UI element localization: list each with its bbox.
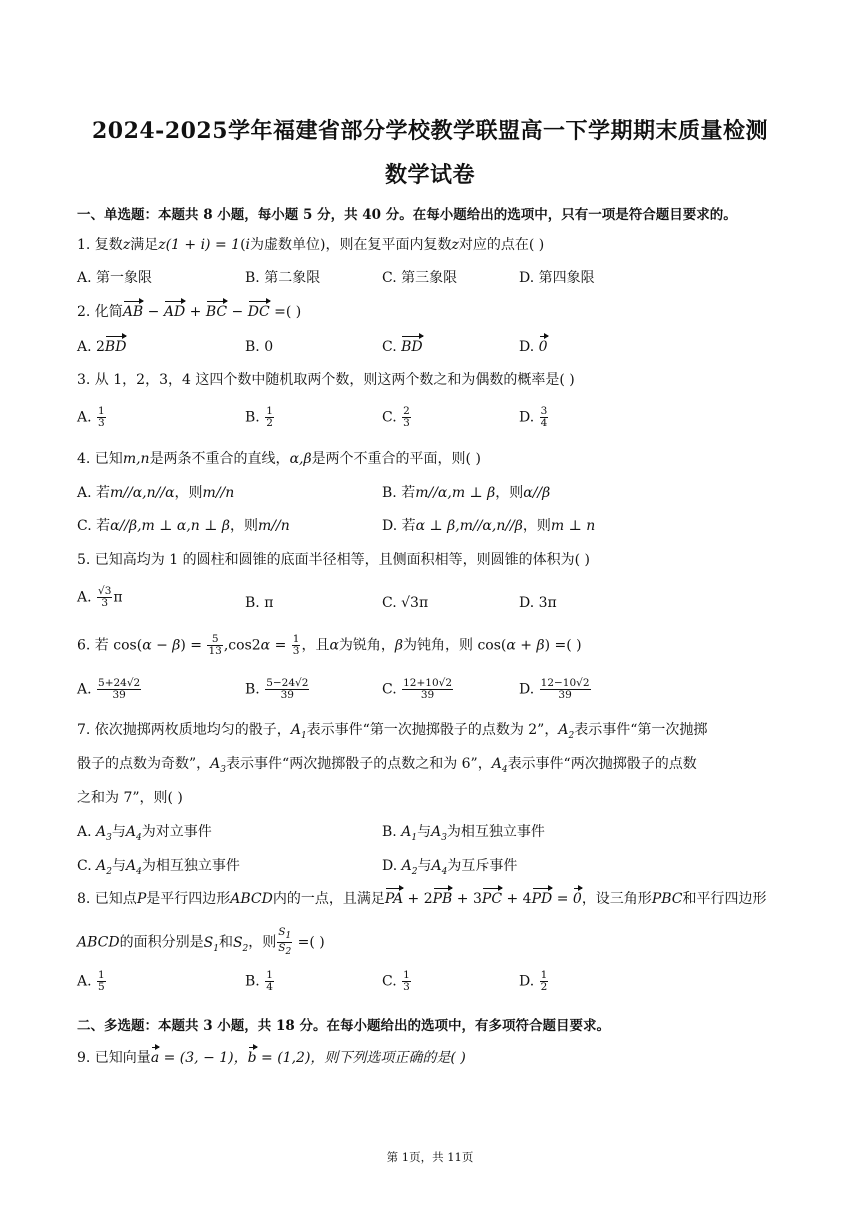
question-3: 3. 从 1，2，3，4 这四个数中随机取两个数，则这两个数之和为偶数的概率是( ) <box>77 372 575 388</box>
section-single-choice: 一、单选题：本题共 8 小题，每小题 5 分，共 40 分。在每小题给出的选项中，只有一项是符合题目要求的。 <box>77 207 737 223</box>
question-5: 5. 已知高均为 1 的圆柱和圆锥的底面半径相等，且侧面积相等，则圆锥的体积为( ) <box>77 552 590 568</box>
q3-option-a: A. $\frac{1}{3}$ <box>77 405 105 429</box>
question-8-line-2: ABCD的面积分别是$S_1$和$S_2$，则 $\frac{S_1}{S_2}$ =( ) <box>77 926 325 958</box>
page-footer: 第 1页，共 11页 <box>386 1150 474 1164</box>
q6-option-b: B. $\frac{5-24√2}{39}$ <box>245 677 309 701</box>
q5-option-b: B. π <box>245 595 274 611</box>
q4-option-d: D. 若α ⊥ β,m//α,n//β，则m ⊥ n <box>382 518 596 534</box>
section-multiple-choice: 二、多选题：本题共 3 小题，共 18 分。在每小题给出的选项中，有多项符合题目要求。 <box>77 1018 610 1034</box>
q1-option-d: D. 第四象限 <box>519 270 595 286</box>
q7-option-b: B. $A_1$与$A_3$为相互独立事件 <box>382 824 545 843</box>
q2-option-c: C. BD <box>382 339 423 355</box>
q7-option-a: A. $A_3$与$A_4$为对立事件 <box>77 824 212 843</box>
q8-option-d: D. $\frac{1}{2}$ <box>519 969 548 993</box>
q7-option-c: C. $A_2$与$A_4$为相互独立事件 <box>77 858 240 877</box>
q6-option-c: C. $\frac{12+10√2}{39}$ <box>382 677 453 701</box>
q3-option-c: C. $\frac{2}{3}$ <box>382 405 410 429</box>
q1-option-b: B. 第二象限 <box>245 270 321 286</box>
q1-option-a: A. 第一象限 <box>77 270 153 286</box>
q5-option-d: D. 3π <box>519 595 557 611</box>
q3-option-b: B. $\frac{1}{2}$ <box>245 405 273 429</box>
q5-option-c: C. √3π <box>382 595 429 611</box>
q4-option-a: A. 若m//α,n//α，则m//n <box>77 485 235 501</box>
q6-option-a: A. $\frac{5+24√2}{39}$ <box>77 677 141 701</box>
question-4: 4. 已知m,n是两条不重合的直线，α,β是两个不重合的平面，则( ) <box>77 451 481 467</box>
q7-option-d: D. $A_2$与$A_4$为互斥事件 <box>382 858 518 877</box>
q4-option-c: C. 若α//β,m ⊥ α,n ⊥ β，则m//n <box>77 518 290 534</box>
exam-subtitle: 数学试卷 <box>384 162 475 188</box>
q8-option-b: B. $\frac{1}{4}$ <box>245 969 273 993</box>
question-8-line-1: 8. 已知点P是平行四边形ABCD内的一点，且满足PA + 2PB + 3PC + 4PD = 0，设三角形PBC和平行四边形 <box>77 891 767 907</box>
q8-option-a: A. $\frac{1}{5}$ <box>77 969 105 993</box>
q5-option-a: A. $\frac{√3}{3}$ π <box>77 585 123 609</box>
question-6: 6. 若 cos(α − β) = $\frac{5}{13}$ ,cos2α = $\frac{1}{3}$ ，且α为锐角，β为钝角，则 cos(α + β) =( ) <box>77 633 582 657</box>
q3-option-d: D. $\frac{3}{4}$ <box>519 405 548 429</box>
q6-option-d: D. $\frac{12-10√2}{39}$ <box>519 677 590 701</box>
q2-option-a: A. 2BD <box>77 339 127 355</box>
question-7-line-3: 之和为 7”，则( ) <box>77 790 183 806</box>
question-9: 9. 已知向量a = (3, − 1)，b = (1,2)，则下列选项正确的是( ) <box>77 1050 466 1066</box>
exam-title: 2024-2025学年福建省部分学校教学联盟高一下学期期末质量检测 <box>91 118 769 144</box>
question-7-line-1: 7. 依次抛掷两枚质地均匀的骰子，$A_1$表示事件“第一次抛掷骰子的点数为 2”，$A_2$表示事件“第一次抛掷 <box>77 722 708 741</box>
q1-option-c: C. 第三象限 <box>382 270 458 286</box>
question-7-line-2: 骰子的点数为奇数”，$A_3$表示事件“两次抛掷骰子的点数之和为 6”，$A_4$表示事件“两次抛掷骰子的点数 <box>77 756 697 775</box>
question-2: 2. 化简AB − AD + BC − DC =( ) <box>77 304 302 320</box>
q2-option-d: D. 0 <box>519 339 548 355</box>
q4-option-b: B. 若m//α,m ⊥ β，则α//β <box>382 485 551 501</box>
question-1: 1. 复数z满足z(1 + i) = 1(i为虚数单位)，则在复平面内复数z对应的点在( ) <box>77 237 545 253</box>
q2-option-b: B. 0 <box>245 339 274 355</box>
q8-option-c: C. $\frac{1}{3}$ <box>382 969 410 993</box>
